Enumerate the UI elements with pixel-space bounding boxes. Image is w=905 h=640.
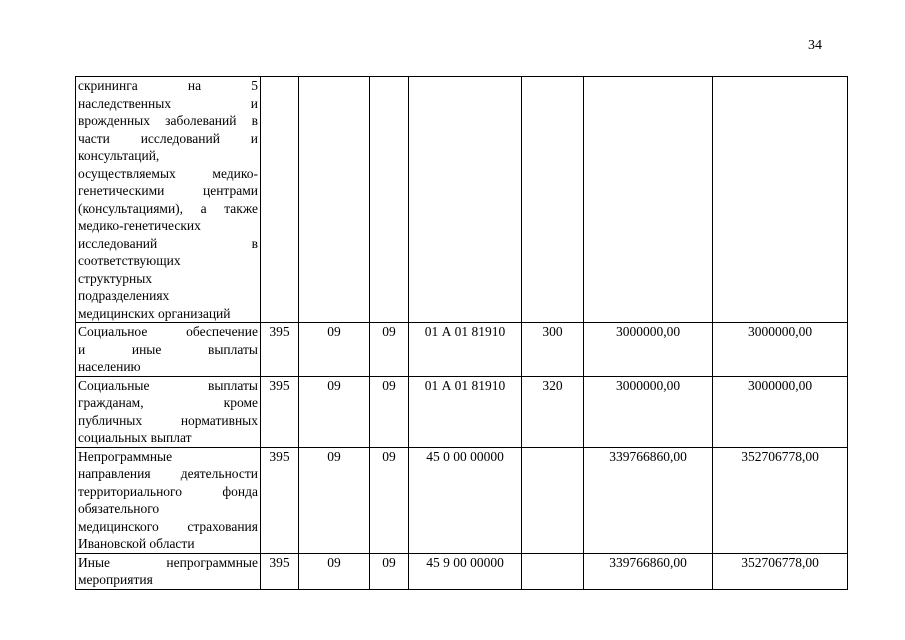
table-row bbox=[76, 323, 848, 377]
expense-type-cell bbox=[522, 77, 584, 323]
table-row bbox=[76, 77, 848, 323]
description-line: социальных выплат bbox=[78, 430, 192, 445]
subsection-code-cell bbox=[370, 77, 409, 323]
table-row bbox=[76, 376, 848, 447]
amount-year-2-cell bbox=[713, 77, 848, 323]
table-row bbox=[76, 553, 848, 589]
description-line: публичных нормативных bbox=[78, 412, 258, 428]
ministry-code-cell: 395 bbox=[261, 447, 299, 553]
amount-year-2-cell: 352706778,00 bbox=[713, 553, 848, 589]
target-article-cell: 01 А 01 81910 bbox=[409, 376, 522, 447]
row-description-cell bbox=[76, 553, 261, 589]
description-line: территориального фонда bbox=[78, 483, 258, 499]
amount-year-1-cell: 339766860,00 bbox=[584, 553, 713, 589]
description-line: скрининга на 5 bbox=[78, 78, 258, 93]
description-line: соответствующих bbox=[78, 253, 181, 268]
amount-year-1-cell: 3000000,00 bbox=[584, 323, 713, 377]
target-article-cell: 01 А 01 81910 bbox=[409, 323, 522, 377]
description-line: врожденных заболеваний в bbox=[78, 113, 258, 128]
ministry-code-cell bbox=[261, 77, 299, 323]
description-line: направления деятельности bbox=[78, 466, 258, 481]
description-line: обязательного bbox=[78, 501, 160, 516]
description-line: наследственных и bbox=[78, 95, 258, 111]
budget-table-body bbox=[76, 77, 848, 590]
description-line: генетическими центрами bbox=[78, 183, 258, 198]
description-line: структурных bbox=[78, 270, 153, 286]
description-line: гражданам, кроме bbox=[78, 395, 258, 410]
amount-year-1-cell: 339766860,00 bbox=[584, 447, 713, 553]
description-line: части исследований и bbox=[78, 130, 258, 146]
expense-type-cell bbox=[522, 447, 584, 553]
budget-table bbox=[75, 76, 848, 590]
description-line: медицинских организаций bbox=[78, 305, 231, 321]
description-line: Непрограммные bbox=[78, 448, 173, 464]
expense-type-cell bbox=[522, 553, 584, 589]
amount-year-1-cell bbox=[584, 77, 713, 323]
row-description-cell bbox=[76, 376, 261, 447]
subsection-code-cell: 09 bbox=[370, 376, 409, 447]
description-line: консультаций, bbox=[78, 148, 160, 163]
description-line: Социальные выплаты bbox=[78, 377, 258, 393]
row-description-cell bbox=[76, 447, 261, 553]
description-line: Иные непрограммные bbox=[78, 554, 258, 570]
description-line: и иные выплаты bbox=[78, 341, 258, 357]
amount-year-2-cell: 3000000,00 bbox=[713, 376, 848, 447]
target-article-cell bbox=[409, 77, 522, 323]
section-code-cell: 09 bbox=[299, 376, 370, 447]
section-code-cell bbox=[299, 77, 370, 323]
subsection-code-cell: 09 bbox=[370, 447, 409, 553]
subsection-code-cell: 09 bbox=[370, 323, 409, 377]
ministry-code-cell: 395 bbox=[261, 323, 299, 377]
target-article-cell: 45 9 00 00000 bbox=[409, 553, 522, 589]
expense-type-cell: 320 bbox=[522, 376, 584, 447]
row-description-cell bbox=[76, 77, 261, 323]
description-line: исследований в bbox=[78, 235, 258, 251]
expense-type-cell: 300 bbox=[522, 323, 584, 377]
row-description-cell bbox=[76, 323, 261, 377]
section-code-cell: 09 bbox=[299, 323, 370, 377]
section-code-cell: 09 bbox=[299, 553, 370, 589]
description-line: Социальное обеспечение bbox=[78, 324, 258, 339]
description-line: подразделениях bbox=[78, 288, 170, 303]
description-line: населению bbox=[78, 359, 141, 374]
ministry-code-cell: 395 bbox=[261, 553, 299, 589]
amount-year-2-cell: 352706778,00 bbox=[713, 447, 848, 553]
description-line: Ивановской области bbox=[78, 536, 195, 551]
target-article-cell: 45 0 00 00000 bbox=[409, 447, 522, 553]
table-row bbox=[76, 447, 848, 553]
ministry-code-cell: 395 bbox=[261, 376, 299, 447]
amount-year-1-cell: 3000000,00 bbox=[584, 376, 713, 447]
description-line: осуществляемых медико- bbox=[78, 165, 258, 181]
description-line: мероприятия bbox=[78, 572, 153, 587]
description-line: медико-генетических bbox=[78, 218, 201, 233]
description-line: медицинского страхования bbox=[78, 518, 258, 534]
page-number: 34 bbox=[808, 38, 822, 53]
amount-year-2-cell: 3000000,00 bbox=[713, 323, 848, 377]
subsection-code-cell: 09 bbox=[370, 553, 409, 589]
description-line: (консультациями), а также bbox=[78, 200, 258, 216]
section-code-cell: 09 bbox=[299, 447, 370, 553]
